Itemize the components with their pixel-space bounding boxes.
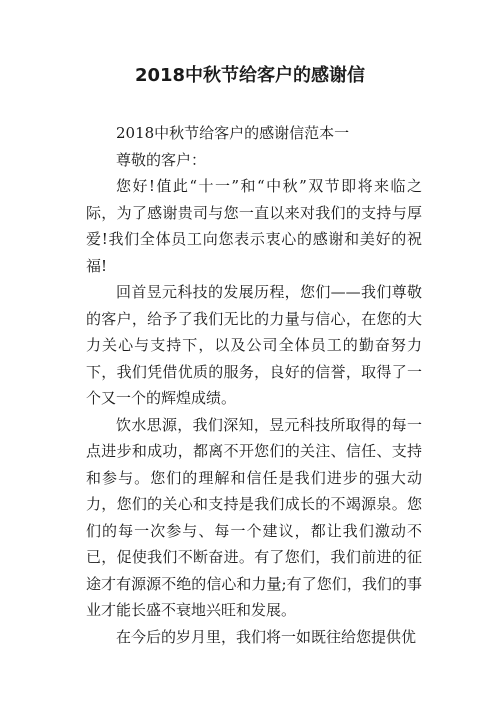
subtitle-paragraph: 2018中秋节给客户的感谢信范本一 — [116, 124, 350, 142]
body-paragraph: 在今后的岁月里，我们将一如既往给您提供优 — [116, 627, 417, 646]
letter-body — [86, 120, 422, 650]
body-paragraph: 饮水思源，我们深知，昱元科技所取得的每一点进步和成功，都离不开您们的关注、信任、支持和参与。您们的理解和信任是我们进步的强大动力，您们的关心和支持是我们成长的不竭源泉。您们的每一次参与、每一个建议，都让我们激动不已，促使我们不断奋进。有了您们，我们前进的征途才有源源不绝的信心和力量;有了您们，我们的事业才能长盛不衰地兴旺和发展。 — [86, 415, 422, 619]
document-title: 2018中秋节给客户的感谢信 — [134, 65, 366, 86]
body-paragraph: 您好!值此“十一”和“中秋”双节即将来临之际，为了感谢贵司与您一直以来对我们的支持与厚爱!我们全体员工向您表示衷心的感谢和美好的祝福! — [86, 177, 422, 275]
body-paragraph: 回首昱元科技的发展历程，您们——我们尊敬的客户，给予了我们无比的力量与信心，在您的大力关心与支持下，以及公司全体员工的勤奋努力下，我们凭借优质的服务，良好的信誉，取得了一个又一个的辉煌成绩。 — [86, 283, 422, 407]
salutation-paragraph: 尊敬的客户： — [116, 150, 207, 169]
